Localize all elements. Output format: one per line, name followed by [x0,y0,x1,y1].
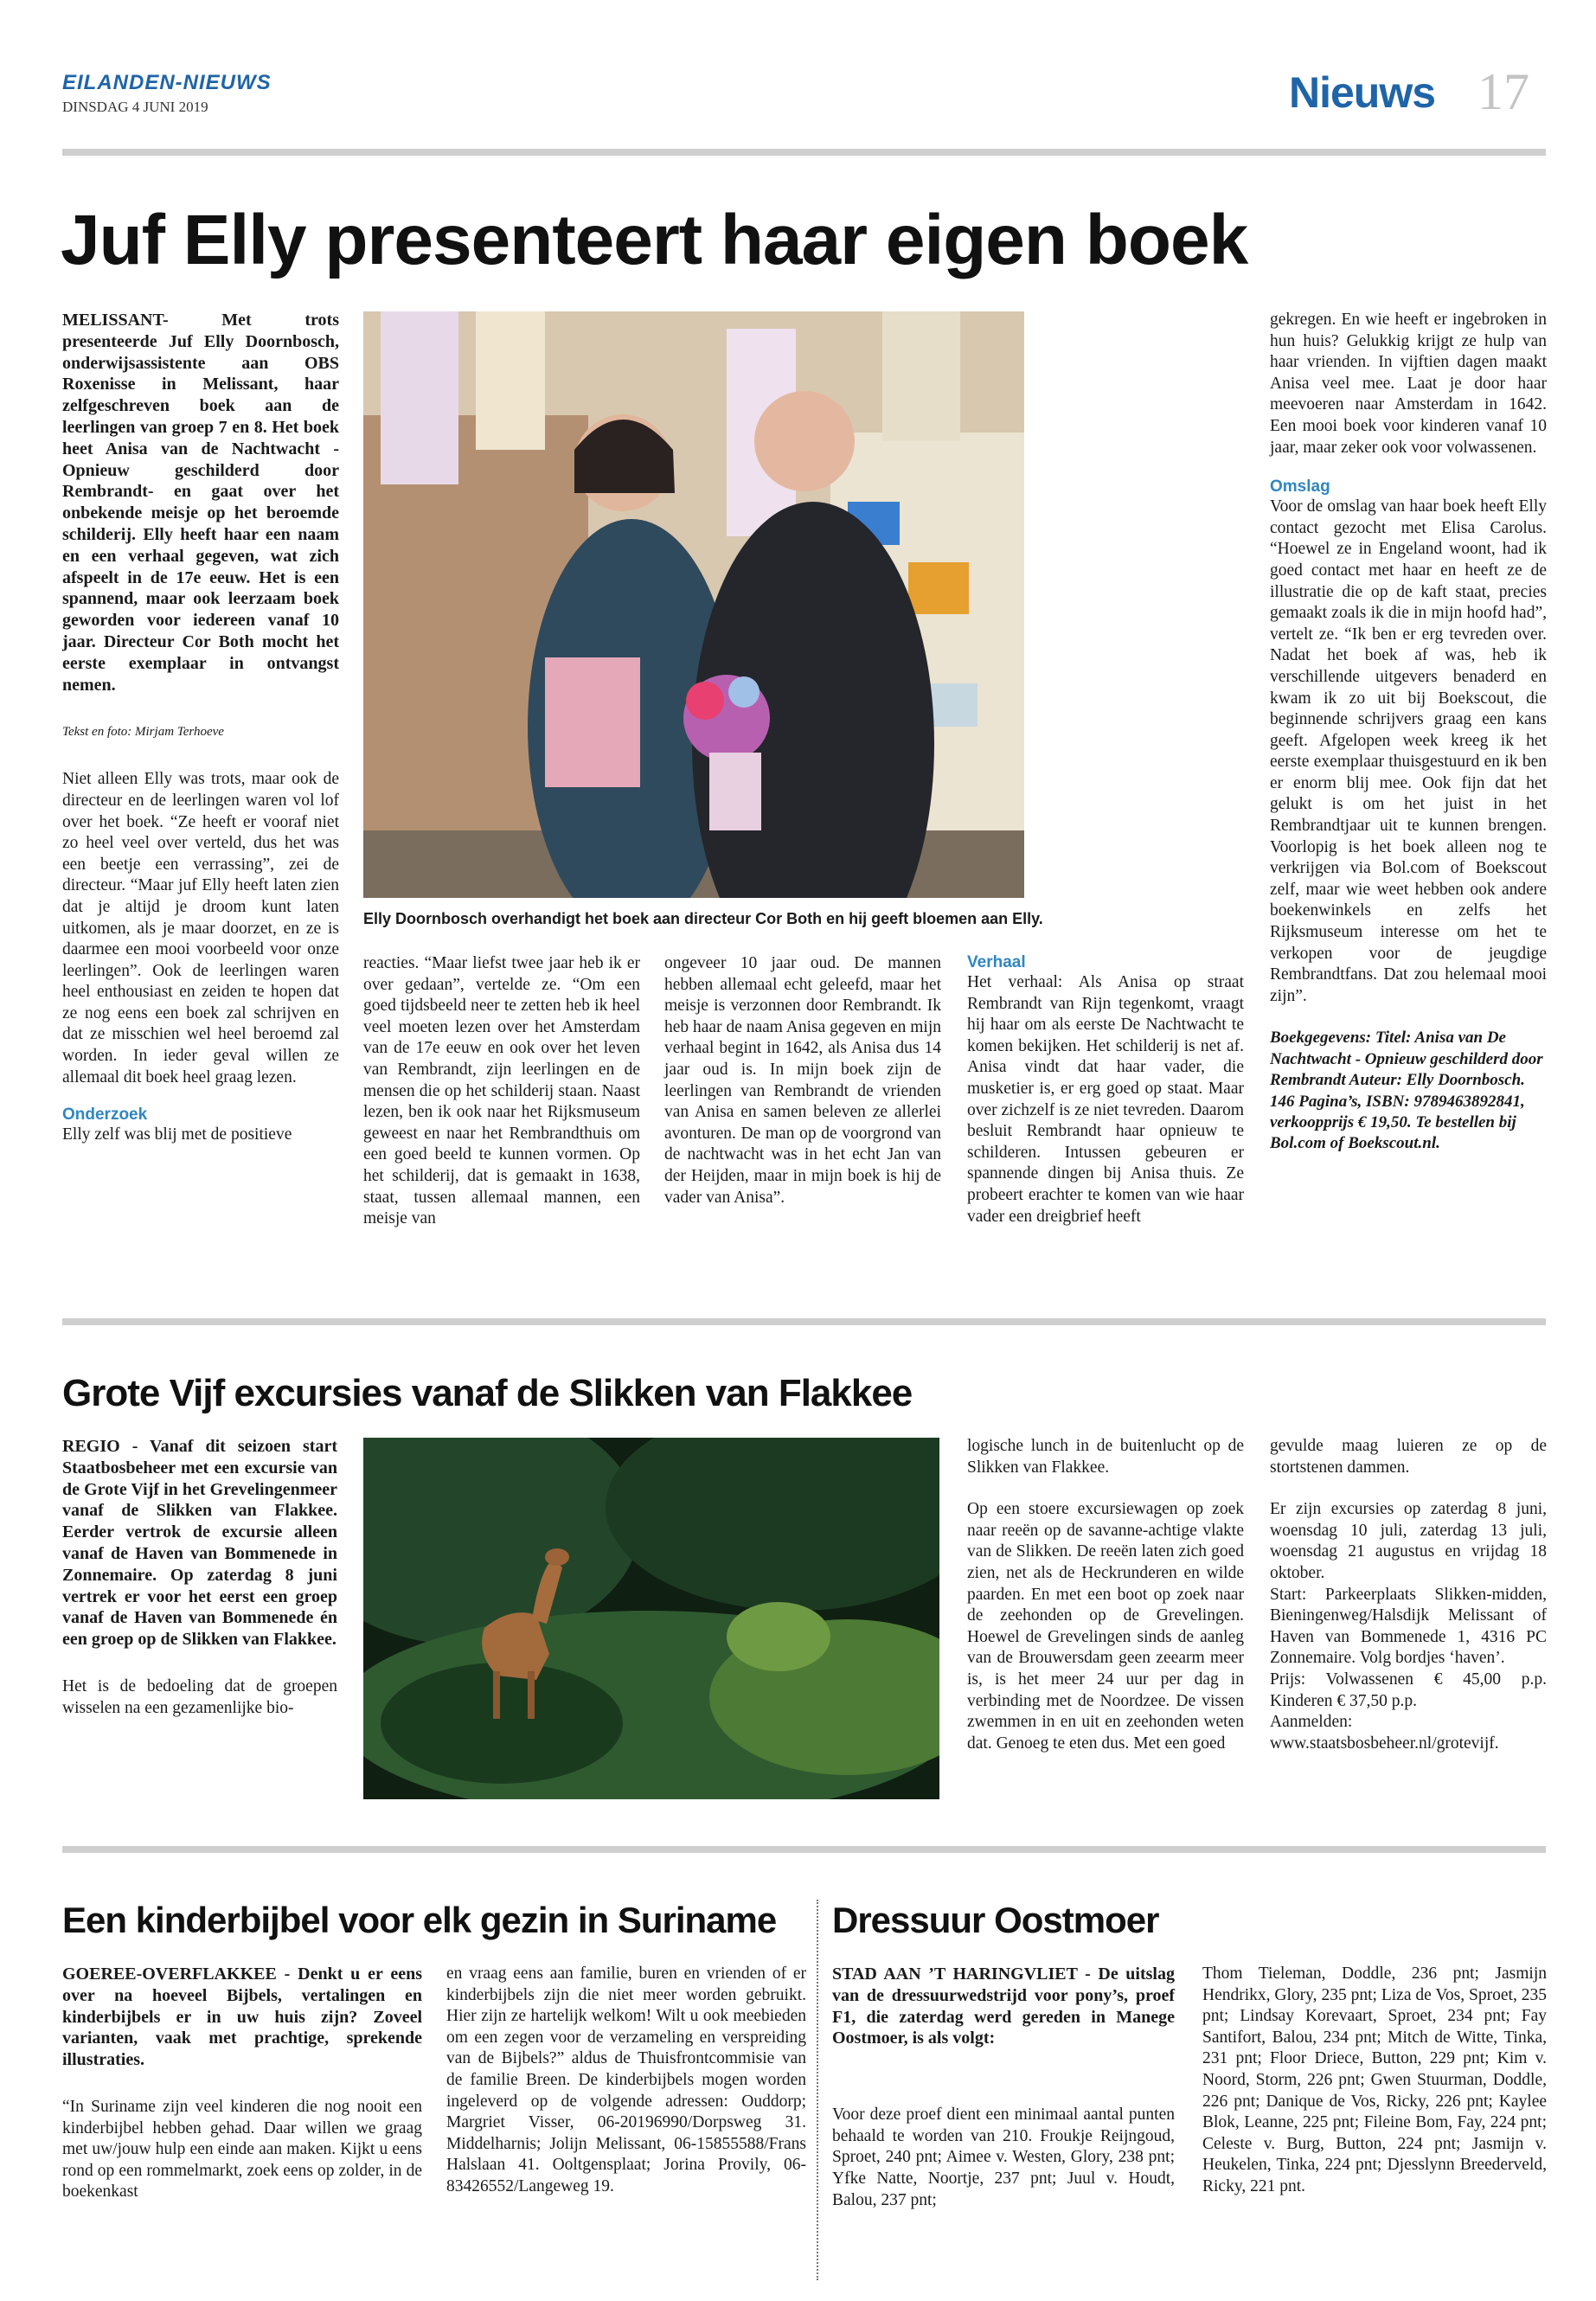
article3-col1 [62,1964,422,2203]
article1-col5-omslag: Voor de omslag van haar boek heeft Elly contact gezocht met Elisa Carolus. “Hoewel ze in Engeland woont, had ik goed contact met haar en heeft ze de illustratie die op de kaft staat, precies gemaakt zoals ik die in mijn hoofd had”, vertelt ze. “Ik ben er erg tevreden over. Nadat het boek af was, heb ik verschillende uitgevers benaderd en kwam ik zo uit bij Boekscout, die beginnende schrijvers graag een kans geeft. Afgelopen week kreeg ik het eerste exemplaar thuisgestuurd en ik ben er enorm blij mee. Ook fijn dat het gelukt is om het juist in het Rembrandtjaar uit te kunnen brengen. Voorlopig is het boek alleen nog te verkrijgen via Bol.com of Boekscout zelf, maar wie weet hebben ook andere boekenwinkels en zelfs het Rijksmuseum interesse om het te verkopen voor de jeugdige Rembrandtfans. Dat zou helemaal mooi zijn”. [1270,497,1547,1005]
deer-photo [363,1438,939,1799]
article4-intro: STAD AAN ’T HARINGVLIET - De uitslag van de dressuurwedstrijd voor pony’s, proef F1, die zaterdag werd gereden in Manege Oostmoer, is als volgt: [832,1965,1175,2048]
article1-photo-caption: Elly Doornbosch overhandigt het boek aan directeur Cor Both en hij geeft bloemen aan Elly. [363,910,1043,927]
article4-headline: Dressuur Oostmoer [832,1900,1159,1940]
article1-headline: Juf Elly presenteert haar eigen boek [61,201,1248,279]
section-title: Nieuws [1289,68,1436,117]
article1-col1 [62,310,339,1146]
subheading-verhaal: Verhaal [967,953,1026,971]
article2-col4-p3: Start: Parkeerplaats Slikken-midden, Bieningenweg/Halsdijk Melissant of Haven van Bommenede 1, 4316 PC Zonnemaire. Volg bordjes ‘haven’. [1270,1585,1547,1668]
book-info: Boekgegevens: Titel: Anisa van De Nachtwacht - Opnieuw geschilderd door Rembrandt Auteur: Elly Doornbosch. 146 Pagina’s, ISBN: 9789463892841, verkoopprijs € 19,50. Te bestellen bij Bol.com of Boekscout.nl. [1270,1029,1543,1153]
article4-col1-text: Voor deze proef dient een minimaal aantal punten behaald te worden van 210. Froukje Reijngoud, Sproet, 240 pnt; Aimee v. Westen, Glory, 238 pnt; Yfke Natte, Noortje, 237 pnt; Juul v. Houdt, Balou, 237 pnt; [832,2106,1175,2209]
article3-headline: Een kinderbijbel voor elk gezin in Suriname [62,1900,777,1940]
photo-scene [363,311,1024,898]
article2-col4-p5: Aanmelden: www.staatsbosbeheer.nl/grotevijf. [1270,1713,1499,1753]
article1-intro: MELISSANT- Met trots presenteerde Juf Elly Doornbosch, onderwijsassistente aan OBS Roxenisse in Melissant, haar zelfgeschreven boek aan de leerlingen van groep 7 en 8. Het boek heet Anisa van de Nachtwacht - Opnieuw geschilderd door Rembrandt- en gaat over het onbekende meisje op het beroemde schilderij. Elly heeft haar een naam en een verhaal gegeven, wat zich afspeelt in de 17e eeuw. Het is een spannend, maar ook leerzaam boek geworden voor iedereen vanaf 10 jaar. Directeur Cor Both mocht het eerste exemplaar in ontvangst nemen. [62,311,339,695]
article2-photo [363,1438,939,1799]
article2-headline: Grote Vijf excursies vanaf de Slikken van Flakkee [62,1372,913,1414]
article2-col3 [967,1436,1244,1754]
article2-col3-p2: Op een stoere excursiewagen op zoek naar reeën op de savanne-achtige vlakte van de Slikken. De reeën laten zich goed zien, net als de Heckrunderen en wilde paarden. En met een boot op zoek naar de zeehonden op de Grevelingen. Hoewel de Grevelingen sinds de aanleg van de Brouwersdam geen zeearm meer is, is het meer 24 uur per dag in verbinding met de Noordzee. De vissen zwemmen in en uit en zeehonden weten dat. Genoeg te eten dus. Met een goed [967,1500,1244,1753]
article2-col1 [62,1436,337,1719]
article2-col1-text: Het is de bedoeling dat de groepen wisselen na een gezamenlijke bio- [62,1676,337,1717]
article3-intro: GOEREE-OVERFLAKKEE - Denkt u er eens over na hoeveel Bijbels, vertalingen en kinderbijbels er in uw huis zijn? Zoveel varianten, vaak met prachtige, sprekende illustraties. [62,1965,422,2070]
article1-col1-end: Elly zelf was blij met de positieve [62,1125,292,1144]
article2-intro: REGIO - Vanaf dit seizoen start Staatbosbeheer met een excursie van de Grote Vijf in het Grevelingenmeer vanaf de Slikken van Flakkee. Eerder vertrok de excursie alleen vanaf de Haven van Bommenede in Zonnemaire. Op zaterdag 8 juni vertrek er voor het eerst een groep vanaf de Haven van Bommenede én een groep op de Slikken van Flakkee. [62,1437,337,1650]
article2-col4 [1270,1436,1547,1754]
article1-col3: ongeveer 10 jaar oud. De mannen hebben allemaal echt geleefd, maar het meisje is verzonnen door Rembrandt. Ik heb haar de naam Anisa gegeven en mijn verhaal begint in 1642, als Anisa dus 14 jaar oud is. In mijn boek zijn de leerlingen van Rembrandt de vrienden van Anisa en samen beleven ze allerlei avonturen. De man op de voorgrond van de nachtwacht was in het echt Jan van der Heijden, maar in mijn boek is hij de vader van Anisa”. [664,954,942,1207]
subheading-omslag: Omslag [1270,478,1330,497]
article1-col2: reacties. “Maar liefst twee jaar heb ik er over gedaan”, vertelde ze. “Om een goed tijdsbeeld neer te zetten heb ik heel veel moeten lezen over het Amsterdam van de 17e eeuw en ook over het leven van Rembrandt, zijn leerlingen en de mensen die op het schilderij staan. Naast lezen, ben ik ook naar het Rijksmuseum geweest en naar het Rembrandthuis om een goed beeld te kunnen vormen. Op het schilderij, dat is gemaakt in 1638, staat, tussen allemaal mannen, een meisje van [363,954,640,1228]
article3-col2: en vraag eens aan familie, buren en vrienden of er kinderbijbels zijn die niet meer worden gebruikt. Hier zijn ze hartelijk welkom! Wilt u ook meebieden om een zegen voor de verzameling en verspreiding van de Bijbels?” aldus de Thuisfrontcommisie van de familie Breen. De kinderbijbels mogen worden ingeleverd op de volgende adressen: Ouddorp; Margriet Visser, 06-20196990/Dorpsweg 31. Middelharnis; Jolijn Melissant, 06-15855588/Frans Halslaan 41. Ooltgensplaat; Jorina Provily, 06-83426552/Langeweg 19. [446,1965,806,2195]
subheading-onderzoek: Onderzoek [62,1106,148,1125]
article1-col5 [1270,310,1547,1155]
section-rule-1 [62,1318,1546,1325]
newspaper-logo: EILANDEN-NIEUWS [62,71,272,94]
section-rule-2 [62,1846,1546,1853]
article1-col5-top: gekregen. En wie heeft er ingebroken in hun huis? Gelukkig krijgt ze hulp van haar vrienden. In vijftien dagen maakt Anisa veel mee. Laat je door haar meevoeren naar Amsterdam in 1642. Een mooi boek voor kinderen vanaf 10 jaar, maar zeker ook voor volwassenen. [1270,311,1547,457]
article2-col4-p2: Er zijn excursies op zaterdag 8 juni, woensdag 10 juli, zaterdag 13 juli, woensdag 21 augustus en vrijdag 18 oktober. [1270,1500,1547,1582]
article2-col4-p4: Prijs: Volwassenen € 45,00 p.p. Kinderen € 37,50 p.p. [1270,1670,1547,1710]
article2-col4-p1: gevulde maag luieren ze op de stortstenen dammen. [1270,1437,1547,1477]
article1-col1-text: Niet alleen Elly was trots, maar ook de directeur en de leerlingen waren vol lof over het boek. “Ze heeft er vooraf niet zo heel veel over verteld, dus het was een beetje een verrassing”, zei de directeur. “Maar juf Elly heeft laten zien dat je altijd je droom kunt laten uitkomen, als je maar doorzet, en ze is daarmee een mooi voorbeeld voor onze leerlingen”. Ook de leerlingen waren heel enthousiast en zeiden te hopen dat ze nog eens een boek zal schrijven en dat ze misschien wel heel beroemd zal worden. In ieder geval willen ze allemaal dit boek heel graag lezen. [62,770,339,1086]
page-number: 17 [1477,63,1529,120]
article2-col3-p1: logische lunch in de buitenlucht op de Slikken van Flakkee. [967,1437,1244,1477]
photo-credit: Tekst en foto: Mirjam Terhoeve [62,725,224,740]
issue-date: DINSDAG 4 JUNI 2019 [62,99,208,115]
article4-col2: Thom Tieleman, Doddle, 236 pnt; Jasmijn Hendrikx, Glory, 235 pnt; Liza de Vos, Sproet, 235 pnt; Lindsay Korevaart, Sproet, 234 pnt; Fay Santifort, Balou, 234 pnt; Mitch de Witte, Tinka, 231 pnt; Floor Driece, Button, 229 pnt; Kim v. Noord, Storm, 226 pnt; Gwen Stuurman, Doddle, 226 pnt; Danique de Vos, Ricky, 226 pnt; Kaylee Blok, Leanne, 225 pnt; Fileine Bom, Fay, 224 pnt; Celeste v. Burg, Button, 224 pnt; Jasmijn v. Heukelen, Tinka, 224 pnt; Djesslynn Breederveld, Ricky, 221 pnt. [1202,1965,1547,2195]
article1-photo [363,311,1024,898]
article3-col1-text: “In Suriname zijn veel kinderen die nog nooit een kinderbijbel hebben gehad. Daar willen we graag met uw/jouw hulp een einde aan maken. Kijkt u eens rond op een rommelmarkt, zoek eens op zolder, in de boekenkast [62,2097,422,2202]
header-rule [62,149,1546,156]
column-divider [817,1900,818,2280]
article1-col4-text: Het verhaal: Als Anisa op straat Rembrandt van Rijn tegenkomt, vraagt hij haar om als eerste De Nachtwacht te komen bekijken. Het schilderij is net af. Anisa vindt dat haar vader, die musketier is, er erg goed op staat. Maar over zichzelf is ze niet tevreden. Daarom besluit Rembrandt haar opnieuw te schilderen. Intussen gebeuren er spannende dingen bij Anisa thuis. Ze probeert erachter te komen van wie haar vader een dreigbrief heeft [967,973,1244,1226]
article4-col1 [832,1964,1175,2211]
article1-col4 [967,953,1244,1227]
